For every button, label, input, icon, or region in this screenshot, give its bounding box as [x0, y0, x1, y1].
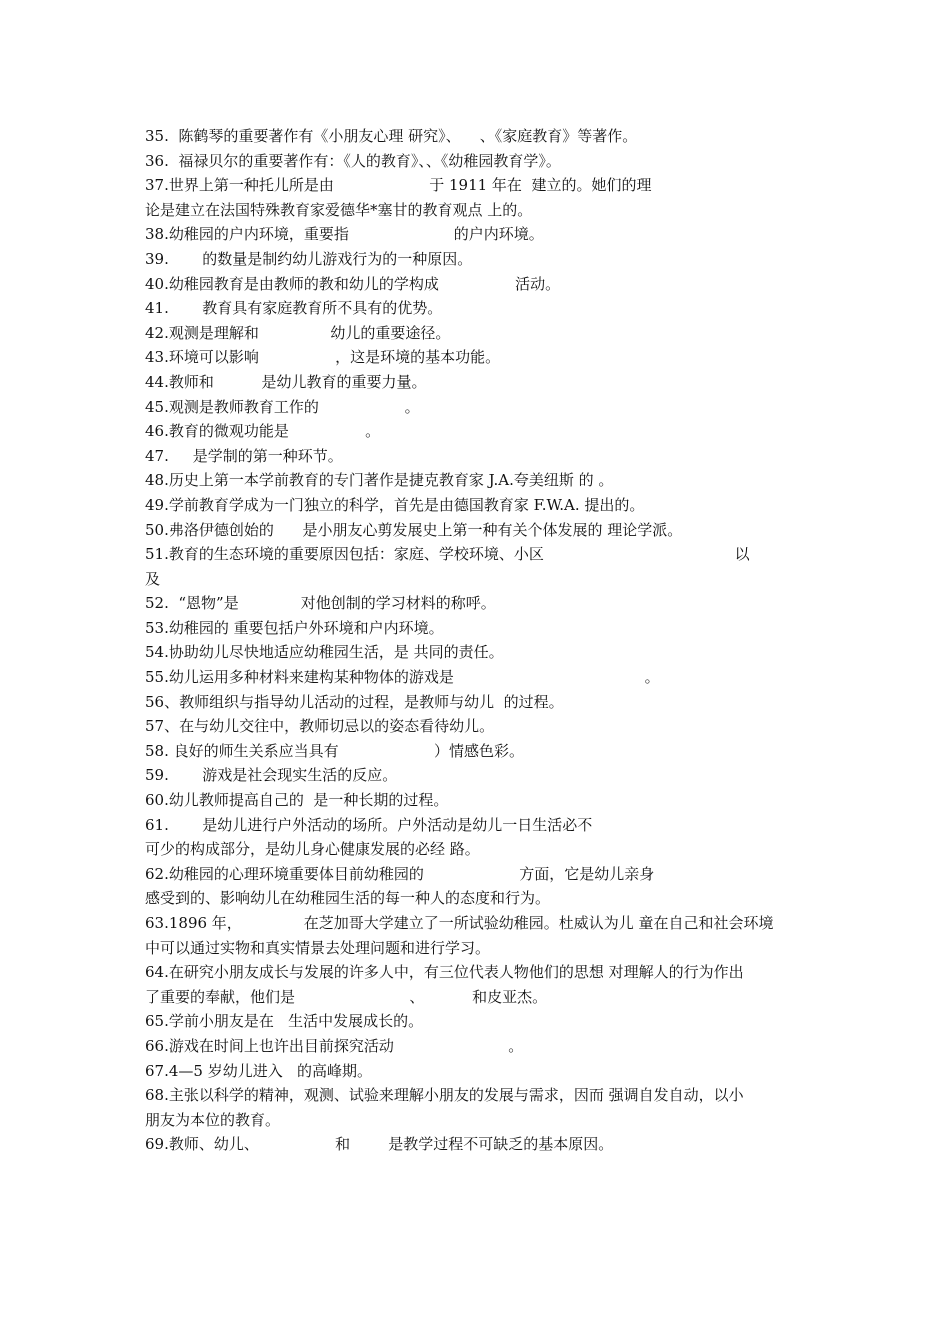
text-line-50: 50.弗洛伊德创始的 是小朋友心剪发展史上第一种有关个体发展的 理论学派。 — [145, 520, 683, 539]
text-line-43: 43.环境可以影响 ，这是环境的基本功能。 — [145, 348, 501, 367]
text-line-56: 56、教师组织与指导幼儿活动的过程，是教师与幼儿 的过程。 — [145, 692, 564, 711]
text-line-58: 58. 良好的师生关系应当具有 ）情感色彩。 — [145, 741, 524, 760]
text-line-54: 54.协助幼儿尽快地适应幼稚园生活，是 共同的责任。 — [145, 643, 504, 662]
text-line-55: 55.幼儿运用多种材料来建构某种物体的游戏是 。 — [145, 668, 660, 687]
text-line-40: 40.幼稚园教育是由教师的教和幼儿的学构成 活动。 — [145, 274, 561, 293]
text-line-68-cont: 朋友为本位的教育。 — [145, 1110, 281, 1129]
text-line-49: 49.学前教育学成为一门独立的科学，首先是由德国教育家 F.W.A. 提出的。 — [145, 495, 645, 514]
text-line-63-cont: 中可以通过实物和真实情景去处理问题和进行学习。 — [145, 938, 491, 957]
text-line-63: 63.1896 年， 在芝加哥大学建立了一所试验幼稚园。杜威认为儿 童在自己和社会环境 — [145, 914, 774, 932]
text-line-65: 65.学前小朋友是在 生活中发展成长的。 — [145, 1012, 424, 1031]
text-line-61-cont: 可少的构成部分，是幼儿身心健康发展的必经 路。 — [145, 840, 480, 859]
text-line-35: 35. 陈鹤琴的重要著作有《小朋友心理 研究》、 、《家庭教育》等著作。 — [145, 127, 638, 145]
text-line-45: 45.观测是教师教育工作的 。 — [145, 397, 420, 416]
text-line-62-cont: 感受到的、影响幼儿在幼稚园生活的每一种人的态度和行为。 — [145, 889, 551, 908]
text-line-61: 61. 是幼儿进行户外活动的场所。户外活动是幼儿一日生活必不 — [145, 815, 593, 834]
text-line-62: 62.幼稚园的心理环境重要体目前幼稚园的 方面，它是幼儿亲身 — [145, 864, 655, 883]
text-line-66: 66.游戏在时间上也许出目前探究活动 。 — [145, 1036, 524, 1055]
text-line-53: 53.幼稚园的 重要包括户外环境和户内环境。 — [145, 618, 444, 637]
text-line-42: 42.观测是理解和 幼儿的重要途径。 — [145, 323, 451, 342]
text-line-41: 41. 教育具有家庭教育所不具有的优势。 — [145, 299, 443, 318]
text-line-48: 48.历史上第一本学前教育的专门著作是捷克教育家 J.A.夸美纽斯 的 。 — [145, 471, 614, 490]
text-line-47: 47. 是学制的第一种环节。 — [145, 446, 343, 465]
text-line-69: 69.教师、幼儿、 和 是教学过程不可缺乏的基本原因。 — [145, 1135, 614, 1154]
text-line-52: 52. “恩物”是 对他创制的学习材料的称呼。 — [145, 594, 496, 613]
text-line-38: 38.幼稚园的户内环境，重要指 的户内环境。 — [145, 225, 544, 244]
text-line-46: 46.教育的微观功能是 。 — [145, 422, 381, 441]
text-line-68: 68.主张以科学的精神，观测、试验来理解小朋友的发展与需求，因而 强调自发自动，以小 — [145, 1086, 744, 1105]
text-line-59: 59. 游戏是社会现实生活的反应。 — [145, 766, 398, 785]
text-line-39: 39. 的数量是制约幼儿游戏行为的一种原因。 — [145, 249, 473, 268]
text-line-51: 51.教育的生态环境的重要原因包括：家庭、学校环境、小区 以 — [145, 545, 750, 564]
text-line-37-cont: 论是建立在法国特殊教育家爱德华*塞甘的教育观点 上的。 — [145, 200, 533, 219]
document-body — [145, 124, 807, 1157]
text-line-37: 37.世界上第一种托儿所是由 于 1911 年在 建立的。她们的理 — [145, 176, 652, 195]
text-line-64: 64.在研究小朋友成长与发展的许多人中，有三位代表人物他们的思想 对理解人的行为作出 — [145, 963, 744, 982]
text-line-64-cont: 了重要的奉献，他们是 、 和皮亚杰。 — [145, 987, 548, 1006]
text-line-44: 44.教师和 是幼儿教育的重要力量。 — [145, 372, 427, 391]
text-line-36: 36. 福禄贝尔的重要著作有：《人的教育》、、《幼稚园教育学》。 — [145, 151, 561, 170]
text-line-57: 57、在与幼儿交往中，教师切忌以的姿态看待幼儿。 — [145, 717, 495, 736]
text-line-51-cont: 及 — [145, 569, 161, 588]
text-line-67: 67.4—5 岁幼儿进入 的高峰期。 — [145, 1061, 373, 1080]
text-line-60: 60.幼儿教师提高自己的 是一种长期的过程。 — [145, 791, 449, 810]
